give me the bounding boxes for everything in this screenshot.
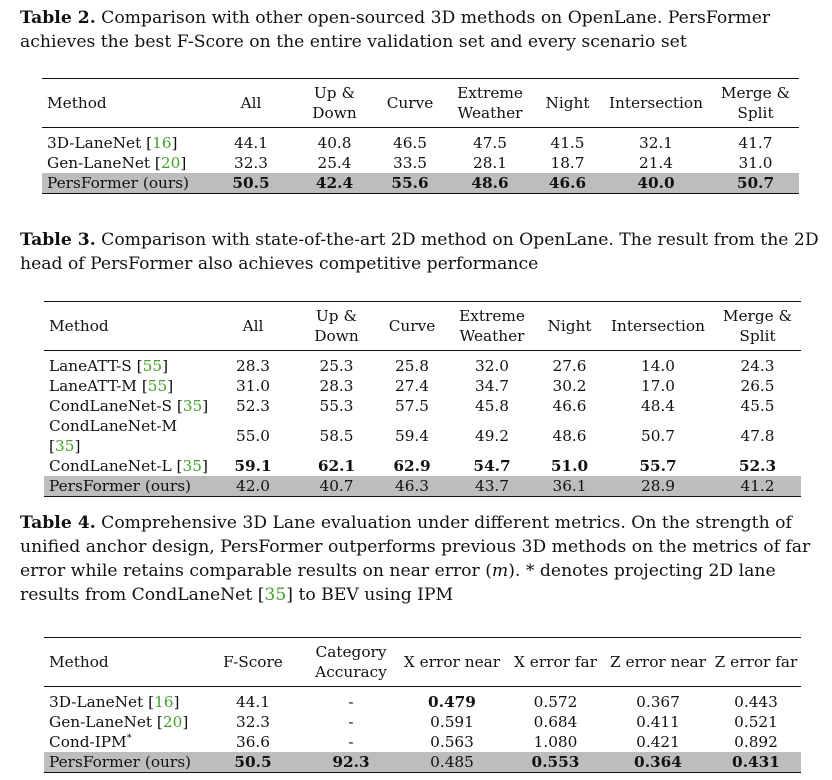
table3-header-curve: Curve xyxy=(388,317,436,335)
table3-caption xyxy=(20,228,824,276)
value-cell: 25.3 xyxy=(319,357,354,375)
value-cell: 46.3 xyxy=(377,476,447,497)
table2-header-row xyxy=(42,79,799,128)
table-row xyxy=(44,351,801,377)
table4-header-xnear: X error near xyxy=(403,653,501,671)
table4-header-category: Category Accuracy xyxy=(315,643,387,681)
citation-link[interactable]: 35 xyxy=(264,585,287,605)
value-cell: 59.1 xyxy=(234,457,272,475)
table-row xyxy=(44,416,801,456)
value-cell: 40.7 xyxy=(296,476,377,497)
table3-label: Table 3. xyxy=(20,230,96,250)
method-name: CondLaneNet-M xyxy=(49,417,178,435)
value-cell: 21.4 xyxy=(638,154,674,172)
table-row-highlighted xyxy=(42,173,799,194)
table4 xyxy=(44,637,801,773)
value-cell: 36.6 xyxy=(235,733,271,751)
value-cell: 0.411 xyxy=(636,713,680,731)
table-row xyxy=(44,687,801,713)
value-cell: 46.6 xyxy=(535,173,600,194)
value-cell: 32.3 xyxy=(233,154,269,172)
table4-header-method: Method xyxy=(49,653,109,671)
value-cell: 45.5 xyxy=(740,397,775,415)
value-cell: 47.5 xyxy=(472,134,508,152)
value-cell: 57.5 xyxy=(394,397,430,415)
value-cell: 36.1 xyxy=(537,476,602,497)
value-cell: 25.4 xyxy=(317,154,352,172)
table2-header-method: Method xyxy=(47,94,107,112)
table3-header-updown: Up & Down xyxy=(314,307,359,345)
method-name: CondLaneNet-S xyxy=(49,397,172,415)
value-cell: 50.5 xyxy=(202,752,304,773)
value-cell: 0.553 xyxy=(506,752,605,773)
value-cell: 0.364 xyxy=(605,752,711,773)
table2-header-intersection: Intersection xyxy=(609,94,703,112)
method-cell: CondLaneNet-L [35] xyxy=(49,457,208,475)
value-cell: 0.892 xyxy=(734,733,778,751)
table3-caption-text: Comparison with state-of-the-art 2D method on OpenLane. The result from the 2D head of PersFormer also achieves competitive performance xyxy=(20,230,819,274)
value-cell: 0.443 xyxy=(734,693,778,711)
table2-header-all: All xyxy=(240,94,262,112)
method-cell: PersFormer (ours) xyxy=(42,173,208,194)
table2-header-updown: Up & Down xyxy=(312,84,357,122)
value-cell: 48.6 xyxy=(445,173,535,194)
value-cell: - xyxy=(348,693,354,711)
value-cell: 48.4 xyxy=(640,397,676,415)
value-cell: 44.1 xyxy=(233,134,269,152)
table3-header-merge: Merge & Split xyxy=(722,307,793,345)
table-row xyxy=(42,153,799,173)
value-cell: 28.9 xyxy=(602,476,714,497)
method-name: Gen-LaneNet xyxy=(47,154,151,172)
table4-header-zfar: Z error far xyxy=(714,653,798,671)
value-cell: 0.485 xyxy=(398,752,506,773)
table2-caption xyxy=(20,6,824,54)
value-cell: 92.3 xyxy=(304,752,398,773)
value-cell: 41.5 xyxy=(550,134,585,152)
value-cell: 62.9 xyxy=(393,457,431,475)
method-cell: CondLaneNet-M [35] xyxy=(49,417,178,455)
value-cell: 48.6 xyxy=(552,427,587,445)
table3-header-method: Method xyxy=(49,317,109,335)
value-cell: 42.4 xyxy=(294,173,375,194)
table4-caption-text-c: ] to BEV using IPM xyxy=(286,585,454,605)
value-cell: 46.6 xyxy=(552,397,587,415)
table3-header-row xyxy=(44,302,801,351)
value-cell: 28.1 xyxy=(472,154,508,172)
value-cell: 55.0 xyxy=(235,427,271,445)
table4-caption-text-b: ). * denotes projecting 2D lane results from CondLaneNet [ xyxy=(20,561,776,605)
value-cell: 55.6 xyxy=(375,173,445,194)
value-cell: 32.1 xyxy=(638,134,674,152)
method-cell: LaneATT-S [55] xyxy=(49,357,169,375)
value-cell: 0.563 xyxy=(430,733,474,751)
value-cell: 54.7 xyxy=(473,457,511,475)
value-cell: 43.7 xyxy=(447,476,537,497)
value-cell: 58.5 xyxy=(319,427,354,445)
table2 xyxy=(42,78,799,194)
method-cell: PersFormer (ours) xyxy=(44,752,202,773)
table4-header-znear: Z error near xyxy=(610,653,706,671)
method-name: Gen-LaneNet xyxy=(49,713,153,731)
table2-header-merge: Merge & Split xyxy=(720,84,791,122)
table3 xyxy=(44,301,801,497)
method-cell: Gen-LaneNet [20] xyxy=(49,713,189,731)
table-row-highlighted xyxy=(44,752,801,773)
table2-label: Table 2. xyxy=(20,8,96,28)
value-cell: 34.7 xyxy=(474,377,510,395)
value-cell: 41.2 xyxy=(714,476,801,497)
method-cell: Gen-LaneNet [20] xyxy=(47,154,187,172)
value-cell: 55.3 xyxy=(319,397,354,415)
value-cell: 46.5 xyxy=(392,134,428,152)
value-cell: 50.5 xyxy=(208,173,294,194)
method-name: CondLaneNet-L xyxy=(49,457,172,475)
value-cell: 28.3 xyxy=(235,357,271,375)
value-cell: 0.367 xyxy=(636,693,680,711)
method-name: LaneATT-M xyxy=(49,377,137,395)
method-name: 3D-LaneNet xyxy=(47,134,142,152)
value-cell: 0.684 xyxy=(533,713,578,731)
value-cell: 40.0 xyxy=(600,173,712,194)
value-cell: - xyxy=(348,713,354,731)
table-row xyxy=(42,128,799,154)
method-cell: 3D-LaneNet [16] xyxy=(49,693,180,711)
method-cell: LaneATT-M [55] xyxy=(49,377,174,395)
value-cell: 27.6 xyxy=(552,357,587,375)
value-cell: 24.3 xyxy=(740,357,775,375)
value-cell: 18.7 xyxy=(550,154,585,172)
value-cell: 0.479 xyxy=(428,693,476,711)
citation-link[interactable]: 35 xyxy=(182,457,202,475)
value-cell: 27.4 xyxy=(394,377,430,395)
citation-link[interactable]: 55 xyxy=(142,357,163,375)
method-name: 3D-LaneNet xyxy=(49,693,144,711)
value-cell: 0.572 xyxy=(533,693,578,711)
value-cell: 0.521 xyxy=(734,713,778,731)
value-cell: 49.2 xyxy=(474,427,510,445)
table3-header-weather: Extreme Weather xyxy=(459,307,525,345)
value-cell: 51.0 xyxy=(550,457,589,475)
table2-caption-text: Comparison with other open-sourced 3D methods on OpenLane. PersFormer achieves the best F-Score on the entire validation set and every scenario set xyxy=(20,8,771,52)
table3-header-night: Night xyxy=(547,317,592,335)
citation-link[interactable]: 16 xyxy=(152,134,172,152)
value-cell: 50.7 xyxy=(712,173,799,194)
value-cell: 59.4 xyxy=(394,427,430,445)
value-cell: 45.8 xyxy=(474,397,510,415)
table4-label: Table 4. xyxy=(20,513,96,533)
citation-link[interactable]: 55 xyxy=(147,377,168,395)
method-cell: CondLaneNet-S [35] xyxy=(49,397,209,415)
value-cell: 44.1 xyxy=(235,693,271,711)
value-cell: 50.7 xyxy=(640,427,676,445)
table3-header-all: All xyxy=(242,317,264,335)
value-cell: 0.591 xyxy=(430,713,474,731)
value-cell: 14.0 xyxy=(640,357,676,375)
value-cell: 33.5 xyxy=(392,154,428,172)
value-cell: - xyxy=(348,733,354,751)
table-row xyxy=(44,376,801,396)
value-cell: 1.080 xyxy=(533,733,578,751)
value-cell: 0.421 xyxy=(636,733,680,751)
method-name: LaneATT-S xyxy=(49,357,132,375)
table2-header-curve: Curve xyxy=(386,94,434,112)
value-cell: 40.8 xyxy=(317,134,352,152)
table-row-highlighted xyxy=(44,476,801,497)
table4-header-row xyxy=(44,638,801,687)
value-cell: 32.3 xyxy=(235,713,271,731)
value-cell: 26.5 xyxy=(740,377,775,395)
citation-link[interactable]: 35 xyxy=(54,437,75,455)
citation-link[interactable]: 20 xyxy=(162,713,183,731)
citation-link[interactable]: 35 xyxy=(182,397,203,415)
value-cell: 30.2 xyxy=(552,377,587,395)
value-cell: 32.0 xyxy=(474,357,510,375)
table2-header-night: Night xyxy=(545,94,590,112)
value-cell: 0.431 xyxy=(711,752,801,773)
table-row xyxy=(44,456,801,476)
table4-caption-unit: m xyxy=(491,561,509,581)
table-row xyxy=(44,712,801,732)
method-cell: 3D-LaneNet [16] xyxy=(47,134,178,152)
citation-link[interactable]: 20 xyxy=(160,154,181,172)
table4-caption-text-a: Comprehensive 3D Lane evaluation under different metrics. On the strength of unified anchor design, PersFormer outperforms previous 3D methods on the metrics of far error while retains comparable results on near error ( xyxy=(20,513,811,581)
value-cell: 42.0 xyxy=(210,476,296,497)
footnote-marker: * xyxy=(126,732,132,744)
method-cell: PersFormer (ours) xyxy=(44,476,210,497)
value-cell: 41.7 xyxy=(738,134,773,152)
table3-header-intersection: Intersection xyxy=(611,317,705,335)
table-row xyxy=(44,396,801,416)
method-name: Cond-IPM xyxy=(49,733,127,751)
table4-caption xyxy=(20,511,824,607)
table4-header-xfar: X error far xyxy=(514,653,597,671)
value-cell: 52.3 xyxy=(738,457,777,475)
value-cell: 47.8 xyxy=(740,427,775,445)
value-cell: 52.3 xyxy=(235,397,271,415)
value-cell: 31.0 xyxy=(738,154,773,172)
table2-header-weather: Extreme Weather xyxy=(457,84,523,122)
citation-link[interactable]: 16 xyxy=(154,693,174,711)
value-cell: 31.0 xyxy=(235,377,271,395)
value-cell: 55.7 xyxy=(639,457,677,475)
table-row xyxy=(44,732,801,752)
table4-header-fscore: F-Score xyxy=(223,653,283,671)
value-cell: 17.0 xyxy=(640,377,676,395)
value-cell: 28.3 xyxy=(319,377,354,395)
method-cell xyxy=(44,732,202,752)
value-cell: 25.8 xyxy=(394,357,430,375)
value-cell: 62.1 xyxy=(317,457,356,475)
